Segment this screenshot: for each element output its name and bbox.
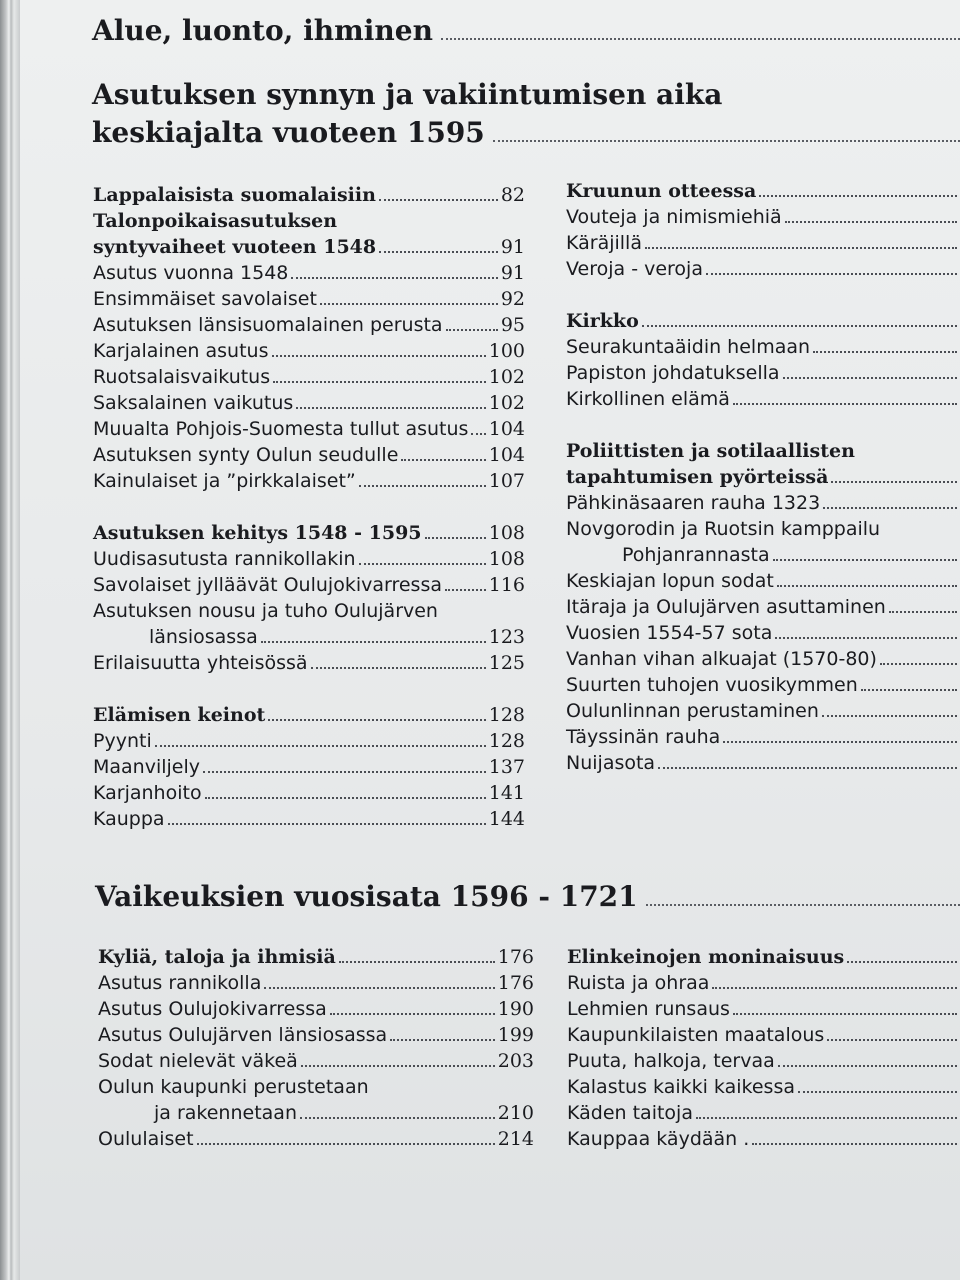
toc-entry-title: Pyynti <box>93 730 152 752</box>
section-heading-title: Alue, luonto, ihminen <box>92 14 433 47</box>
section-heading-line1: Asutuksen synnyn ja vakiintumisen aika <box>92 78 723 111</box>
toc-page-number: 176 <box>497 946 534 968</box>
toc-entry-title: Asutus Oulujärven länsiosassa <box>98 1024 388 1046</box>
dot-leader <box>733 403 957 405</box>
toc-entry-title: Oululaiset <box>98 1128 194 1150</box>
dot-leader <box>320 303 498 305</box>
dot-leader <box>273 381 486 383</box>
toc-entry-title: Muualta Pohjois-Suomesta tullut asutus <box>93 418 469 440</box>
dot-leader <box>261 641 486 643</box>
dot-leader <box>445 589 486 591</box>
dot-leader <box>822 715 957 717</box>
dot-leader <box>778 1065 957 1067</box>
toc-entry[interactable] <box>566 596 960 622</box>
toc-entry[interactable] <box>93 314 525 340</box>
toc-page-number: 128 <box>488 704 525 726</box>
toc-entry-title: Vanhan vihan alkuajat (1570-80) <box>566 648 877 670</box>
dot-leader <box>645 247 957 249</box>
toc-page-number: 199 <box>497 1024 534 1046</box>
section-heading-line2: keskiajalta vuoteen 1595 <box>92 116 485 149</box>
toc-entry[interactable] <box>93 808 525 834</box>
toc-right-column-section1 <box>566 180 960 778</box>
toc-entry-title: Kirkollinen elämä <box>566 388 730 410</box>
toc-page-number: 108 <box>488 548 525 570</box>
toc-page-number: 137 <box>488 756 525 778</box>
toc-entry[interactable] <box>567 972 960 998</box>
toc-entry[interactable] <box>567 1076 960 1102</box>
toc-entry[interactable] <box>93 704 525 730</box>
spacer <box>93 678 525 704</box>
toc-entry[interactable] <box>566 544 960 570</box>
toc-entry[interactable] <box>93 444 525 470</box>
dot-leader <box>759 195 957 197</box>
toc-page-number: 108 <box>488 522 525 544</box>
toc-page-number: 92 <box>500 288 525 310</box>
toc-entry[interactable] <box>566 674 960 700</box>
toc-page-number: 125 <box>488 652 525 674</box>
spacer <box>566 414 960 440</box>
toc-entry-title: Papiston johdatuksella <box>566 362 780 384</box>
toc-entry-title-line1: Poliittisten ja sotilaallisten <box>566 440 855 462</box>
toc-entry[interactable] <box>93 626 525 652</box>
dot-leader <box>889 611 957 613</box>
toc-entry-title: Seurakuntaäidin helmaan <box>566 336 811 358</box>
toc-entry[interactable] <box>98 1050 534 1076</box>
toc-entry-title: Karjanhoito <box>93 782 202 804</box>
toc-entry[interactable] <box>93 548 525 574</box>
toc-entry[interactable] <box>93 288 525 314</box>
toc-entry-title: Itäraja ja Oulujärven asuttaminen <box>566 596 886 618</box>
toc-entry-title: Lehmien runsaus <box>567 998 730 1020</box>
dot-leader <box>827 1039 957 1041</box>
book-page-edge <box>0 0 20 1280</box>
toc-entry[interactable] <box>93 392 525 418</box>
toc-entry-title: Elämisen keinot <box>93 704 266 726</box>
toc-entry[interactable] <box>566 492 960 518</box>
toc-page-number: 91 <box>500 262 525 284</box>
dot-leader <box>733 1013 957 1015</box>
toc-entry-title: Pohjanrannasta <box>622 544 770 566</box>
dot-leader <box>658 767 957 769</box>
toc-entry[interactable] <box>566 258 960 284</box>
toc-page-number: 141 <box>488 782 525 804</box>
toc-entry-title: Asutus rannikolla <box>98 972 262 994</box>
toc-entry[interactable] <box>566 648 960 674</box>
toc-entry-title: Pähkinäsaaren rauha 1323 <box>566 492 821 514</box>
toc-entry[interactable] <box>93 184 525 210</box>
toc-entry-title-line1: Talonpoikaisasutuksen <box>93 210 338 232</box>
toc-entry[interactable] <box>98 998 534 1024</box>
toc-entry[interactable] <box>98 972 534 998</box>
toc-entry-title: Kauppaa käydään . <box>567 1128 750 1150</box>
toc-entry[interactable] <box>566 310 960 336</box>
toc-entry-title: Kainulaiset ja ”pirkkalaiset” <box>93 470 356 492</box>
toc-entry[interactable] <box>567 998 960 1024</box>
toc-entry-title: Asutus Oulujokivarressa <box>98 998 327 1020</box>
toc-page-number: 91 <box>500 236 525 258</box>
dot-leader <box>359 563 486 565</box>
toc-entry-title: Kyliä, taloja ja ihmisiä <box>98 946 336 968</box>
dot-leader <box>272 355 486 357</box>
toc-entry-title: Ensimmäiset savolaiset <box>93 288 317 310</box>
toc-entry-title: Erilaisuutta yhteisössä <box>93 652 308 674</box>
toc-left-column-section2 <box>98 946 534 1154</box>
toc-entry-title: Kaupunkilaisten maatalous <box>567 1024 825 1046</box>
dot-leader <box>847 961 957 963</box>
dot-leader <box>311 667 486 669</box>
toc-page-number: 128 <box>488 730 525 752</box>
dot-leader <box>401 459 485 461</box>
toc-entry-title: Kalastus kaikki kaikessa <box>567 1076 795 1098</box>
toc-page-number: 95 <box>500 314 525 336</box>
dot-leader <box>441 38 960 40</box>
spacer <box>566 284 960 310</box>
toc-entry[interactable] <box>566 466 960 492</box>
toc-entry-title: ja rakennetaan <box>154 1102 297 1124</box>
toc-entry-title: Täyssinän rauha <box>566 726 721 748</box>
toc-entry-title: Ruotsalaisvaikutus <box>93 366 271 388</box>
toc-entry[interactable] <box>93 366 525 392</box>
dot-leader <box>773 559 957 561</box>
toc-right-column-section2 <box>567 946 960 1154</box>
toc-entry[interactable] <box>567 946 960 972</box>
dot-leader <box>642 325 957 327</box>
toc-entry-title: Suurten tuhojen vuosikymmen <box>566 674 858 696</box>
toc-entry[interactable] <box>98 1024 534 1050</box>
dot-leader <box>752 1143 957 1145</box>
toc-entry-title: Asutuksen synty Oulun seudulle <box>93 444 399 466</box>
toc-entry-title: Käräjillä <box>566 232 642 254</box>
dot-leader <box>493 140 960 142</box>
toc-entry[interactable] <box>93 262 525 288</box>
toc-page-number: 102 <box>488 392 525 414</box>
toc-page-number: 190 <box>497 998 534 1020</box>
section-heading-asutus <box>92 76 960 152</box>
toc-entry-title: Puuta, halkoja, tervaa <box>567 1050 775 1072</box>
dot-leader <box>264 987 494 989</box>
toc-entry-title: Maanviljely <box>93 756 201 778</box>
toc-entry-title: Nuijasota <box>566 752 656 774</box>
toc-page-number: 107 <box>488 470 525 492</box>
toc-page-number: 214 <box>497 1128 534 1150</box>
toc-page-number: 82 <box>500 184 525 206</box>
toc-entry-title: Käden taitoja <box>567 1102 693 1124</box>
section-heading-vaikeuksien <box>95 880 960 913</box>
toc-entry[interactable] <box>567 1050 960 1076</box>
dot-leader <box>197 1143 495 1145</box>
dot-leader <box>798 1091 957 1093</box>
toc-page-number: 123 <box>488 626 525 648</box>
section-heading-alue <box>92 14 960 47</box>
toc-entry-title: Keskiajan lopun sodat <box>566 570 774 592</box>
toc-entry-title: Kauppa <box>93 808 165 830</box>
dot-leader <box>706 273 957 275</box>
dot-leader <box>330 1013 495 1015</box>
toc-entry-title: länsiosassa <box>149 626 258 648</box>
toc-entry[interactable] <box>566 362 960 388</box>
dot-leader <box>203 771 486 773</box>
dot-leader <box>831 481 957 483</box>
toc-entry[interactable] <box>566 180 960 206</box>
toc-entry-title-line1: Asutuksen nousu ja tuho Oulujärven <box>93 600 438 622</box>
toc-entry-title: Vuosien 1554-57 sota <box>566 622 773 644</box>
dot-leader <box>646 904 960 906</box>
toc-entry-title: Asutuksen länsisuomalainen perusta <box>93 314 443 336</box>
dot-leader <box>783 377 957 379</box>
toc-entry-title-line1: Oulun kaupunki perustetaan <box>98 1076 369 1098</box>
dot-leader <box>471 433 485 435</box>
toc-entry-title: tapahtumisen pyörteissä <box>566 466 829 488</box>
toc-entry[interactable] <box>98 1128 534 1154</box>
toc-entry[interactable] <box>566 388 960 414</box>
dot-leader <box>359 485 486 487</box>
toc-entry-title: Asutus vuonna 1548 <box>93 262 289 284</box>
dot-leader <box>339 961 495 963</box>
toc-entry[interactable] <box>93 522 525 548</box>
toc-entry-title: Ruista ja ohraa <box>567 972 710 994</box>
toc-page-number: 210 <box>497 1102 534 1124</box>
toc-entry-title: syntyvaiheet vuoteen 1548 <box>93 236 377 258</box>
toc-page-number: 203 <box>497 1050 534 1072</box>
toc-left-column-section1 <box>93 184 525 834</box>
dot-leader <box>168 823 486 825</box>
toc-entry-title: Asutuksen kehitys 1548 - 1595 <box>93 522 422 544</box>
dot-leader <box>712 987 957 989</box>
toc-entry[interactable] <box>566 232 960 258</box>
toc-entry[interactable] <box>566 206 960 232</box>
toc-entry[interactable] <box>567 1128 960 1154</box>
toc-entry[interactable] <box>566 700 960 726</box>
toc-entry[interactable] <box>93 236 525 262</box>
section-heading-title: Vaikeuksien vuosisata 1596 - 1721 <box>95 880 638 913</box>
spacer <box>93 496 525 522</box>
toc-entry-title: Veroja - veroja <box>566 258 703 280</box>
dot-leader <box>300 1117 495 1119</box>
dot-leader <box>785 221 957 223</box>
dot-leader <box>379 199 498 201</box>
dot-leader <box>296 407 485 409</box>
toc-entry[interactable] <box>93 782 525 808</box>
toc-entry-title: Kirkko <box>566 310 639 332</box>
toc-entry[interactable] <box>93 756 525 782</box>
dot-leader <box>155 745 486 747</box>
toc-entry-title: Karjalainen asutus <box>93 340 269 362</box>
dot-leader <box>390 1039 495 1041</box>
toc-entry[interactable] <box>93 574 525 600</box>
dot-leader <box>823 507 957 509</box>
toc-entry-title: Kruunun otteessa <box>566 180 757 202</box>
dot-leader <box>775 637 957 639</box>
toc-page-number: 144 <box>488 808 525 830</box>
toc-entry-title: Vouteja ja nimismiehiä <box>566 206 782 228</box>
toc-entry-title: Elinkeinojen moninaisuus <box>567 946 845 968</box>
toc-entry[interactable] <box>566 336 960 362</box>
toc-entry-title: Oulunlinnan perustaminen <box>566 700 819 722</box>
dot-leader <box>268 719 485 721</box>
toc-page-number: 102 <box>488 366 525 388</box>
toc-entry[interactable] <box>93 730 525 756</box>
toc-entry[interactable] <box>567 1024 960 1050</box>
toc-entry-title: Sodat nielevät väkeä <box>98 1050 298 1072</box>
toc-entry[interactable] <box>93 418 525 444</box>
toc-entry[interactable] <box>566 752 960 778</box>
toc-page-number: 116 <box>488 574 525 596</box>
toc-entry-title: Lappalaisista suomalaisiin <box>93 184 376 206</box>
toc-entry-title: Savolaiset jylläävät Oulujokivarressa <box>93 574 442 596</box>
toc-entry-title: Saksalainen vaikutus <box>93 392 294 414</box>
toc-entry[interactable] <box>98 1102 534 1128</box>
dot-leader <box>777 585 957 587</box>
toc-page-number: 100 <box>488 340 525 362</box>
toc-page-number: 176 <box>497 972 534 994</box>
dot-leader <box>291 277 497 279</box>
toc-entry-title: Uudisasutusta rannikollakin <box>93 548 356 570</box>
toc-entry[interactable] <box>567 1102 960 1128</box>
dot-leader <box>379 251 498 253</box>
toc-page-number: 104 <box>488 418 525 440</box>
toc-entry[interactable] <box>566 622 960 648</box>
dot-leader <box>696 1117 957 1119</box>
dot-leader <box>301 1065 495 1067</box>
dot-leader <box>723 741 957 743</box>
toc-entry[interactable] <box>566 726 960 752</box>
dot-leader <box>880 663 957 665</box>
dot-leader <box>205 797 486 799</box>
toc-entry[interactable] <box>93 470 525 496</box>
dot-leader <box>446 329 498 331</box>
dot-leader <box>861 689 957 691</box>
toc-entry-title-line1: Novgorodin ja Ruotsin kamppailu <box>566 518 881 540</box>
toc-page-number: 104 <box>488 444 525 466</box>
toc-entry[interactable] <box>93 340 525 366</box>
dot-leader <box>813 351 957 353</box>
toc-entry[interactable] <box>98 946 534 972</box>
dot-leader <box>425 537 486 539</box>
toc-entry[interactable] <box>93 652 525 678</box>
toc-entry[interactable] <box>566 570 960 596</box>
